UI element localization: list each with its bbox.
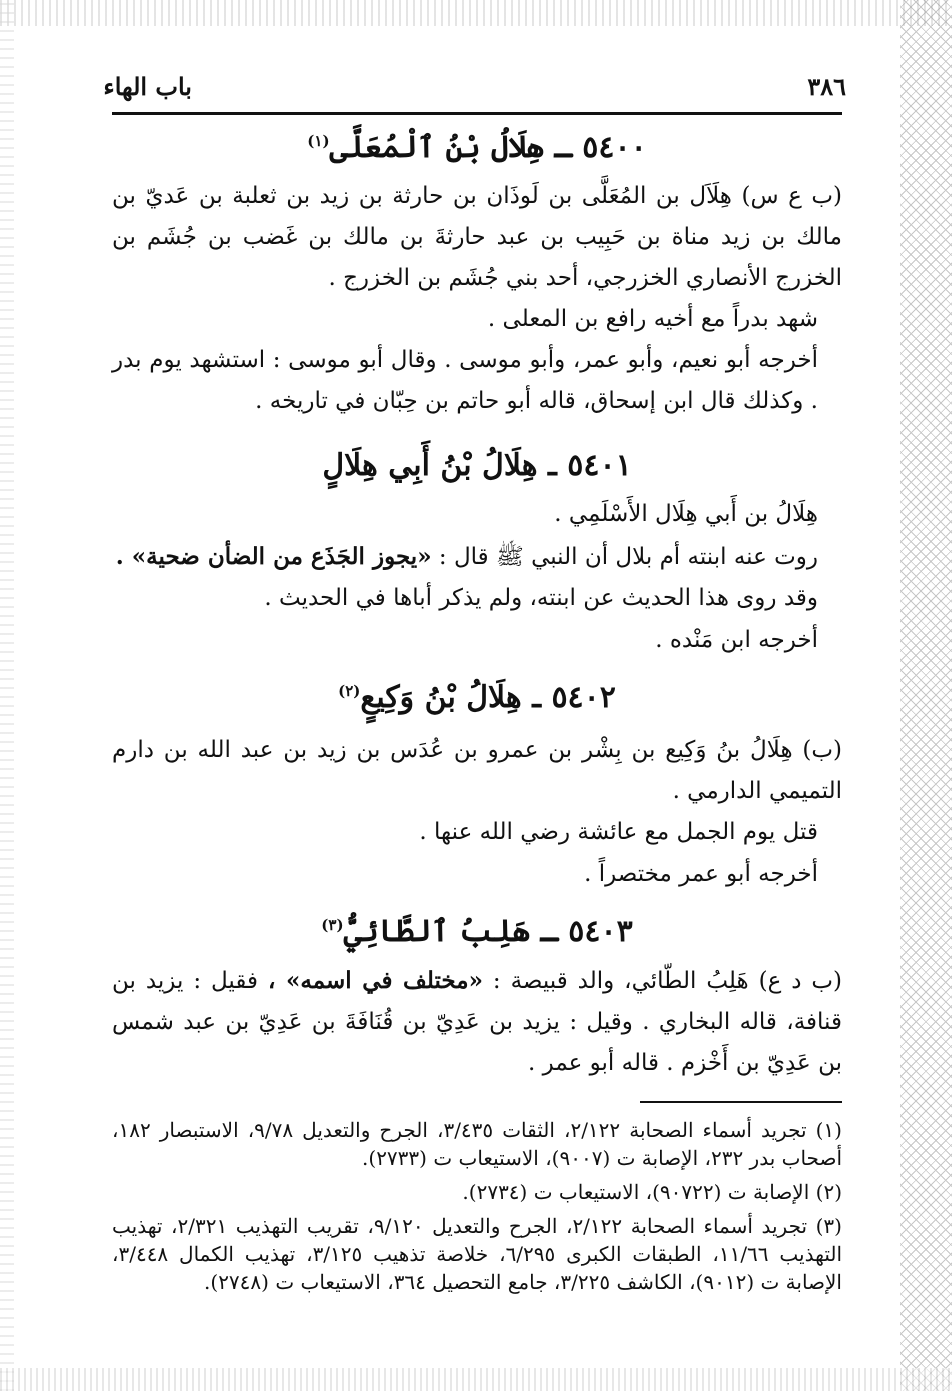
entry-title-5401 xyxy=(112,448,842,483)
footnote-2: (٢) الإصابة ت (٩٠٧٢٢)، الاستيعاب ت (٢٧٣٤). xyxy=(462,1180,842,1204)
entry-5401-name: هِلَالُ بن أَبي هِلَال الأَسْلَمِي . xyxy=(554,501,818,527)
entry-title-text: ٥٤٠٢ ـ هِلَالُ بْنُ وَكِيعٍ xyxy=(360,680,616,715)
entry-5400-lineage: (ب ع س) هِلَاَل بن المُعَلَّى بن لَوذَان بن حارثة بن زيد بن ثعلبة بن عَديّ بن مالك بن زيد مناة بن حَبِيب بن عبد حارثةَ بن مالك بن غَضب بن جُشَم بن الخزرج الأنصاري الخزرجي، أحد بني جُشَم بن الخزرج . xyxy=(112,183,842,291)
footnote-ref: (١) xyxy=(307,132,330,150)
footnote-ref: (٣) xyxy=(321,916,344,934)
entry-title-5400 xyxy=(112,130,842,165)
entry-title-text: ٥٤٠٣ ـ هَلِبُ ٱلطَّائِيُّ xyxy=(343,914,633,949)
running-title: باب الهاء xyxy=(103,72,192,101)
narration-text: روت عنه ابنته أم بلال أن النبي ﷺ قال : xyxy=(438,544,818,570)
entry-5401-source: أخرجه ابن مَنْده . xyxy=(655,627,818,653)
header-rule xyxy=(112,112,842,115)
entry-5402-death: قتل يوم الجمل مع عائشة رضي الله عنها . xyxy=(419,819,818,845)
entry-5402-source: أخرجه أبو عمر مختصراً . xyxy=(584,861,818,887)
entry-5400-sources: أخرجه أبو نعيم، وأبو عمر، وأبو موسى . وقال أبو موسى : استشهد يوم بدر . وكذلك قال ابن إسحاق، قاله أبو حاتم بن حِبّان في تاريخه . xyxy=(112,347,818,414)
footnote-rule xyxy=(640,1101,842,1103)
footnote-ref: (٢) xyxy=(338,682,361,700)
entry-title-text: ٥٤٠٠ ـ هِلَالُ بْنُ ٱلْمُعَلَّى xyxy=(329,130,647,165)
entry-title-5403 xyxy=(112,914,842,949)
entry-5403-text xyxy=(112,960,842,1084)
footnote-1: (١) تجريد أسماء الصحابة ٢/١٢٢، الثقات ٣/٤٣٥، الجرح والتعديل ٩/٧٨، الاستبصار ١٨٢، أصحاب بدر ٢٣٢، الإصابة ت (٩٠٠٧)، الاستيعاب ت (٢٧٣٣). xyxy=(112,1118,842,1170)
footnote-3: (٣) تجريد أسماء الصحابة ٢/١٢٢، الجرح والتعديل ٩/١٢٠، تقريب التهذيب ٢/٣٢١، تهذيب التهذيب ١١/٦٦، الطبقات الكبرى ٦/٢٩٥، خلاصة تذهيب ٣/١٢٥، تهذيب الكمال ٣/٤٤٨، الإصابة ت (٩٠١٢)، الكاشف ٣/٢٢٥، جامع التحصيل ٣٦٤، الاستيعاب ت (٢٧٤٨). xyxy=(112,1214,842,1294)
entry-title-5402 xyxy=(112,680,842,715)
entry-5401-note: وقد روى هذا الحديث عن ابنته، ولم يذكر أباها في الحديث . xyxy=(264,585,818,611)
page-number: ٣٨٦ xyxy=(807,72,846,101)
entry-5400-badr: شهد بدراً مع أخيه رافع بن المعلى . xyxy=(487,306,818,332)
entry-5403-body: فقيل : يزيد بن قنافة، قاله البخاري . وقيل : يزيد بن عَدِيّ بن قُنَافَةَ بن عَدِيّ بن عبد شمس بن عَدِيّ بن أَخْزم . قاله أبو عمر . xyxy=(112,968,842,1076)
entry-5402-lineage: (ب) هِلَالُ بنُ وَكِيع بن بِشْر بن عمرو بن عُدَس بن زيد بن عبد الله بن دارم التميمي الدارمي . xyxy=(112,737,842,804)
entry-title-text: ٥٤٠١ ـ هِلَالُ بْنُ أَبِي هِلَالٍ xyxy=(322,448,632,483)
entry-5401-narration xyxy=(112,536,842,578)
entry-5403-intro: (ب د ع) هَلِبُ الطّائي، والد قبيصة : xyxy=(492,968,843,994)
hadith-quote: «مختلف في اسمه» ، xyxy=(267,967,483,994)
hadith-quote: «يجوز الجَذَع من الضأن ضحية» . xyxy=(115,543,432,570)
